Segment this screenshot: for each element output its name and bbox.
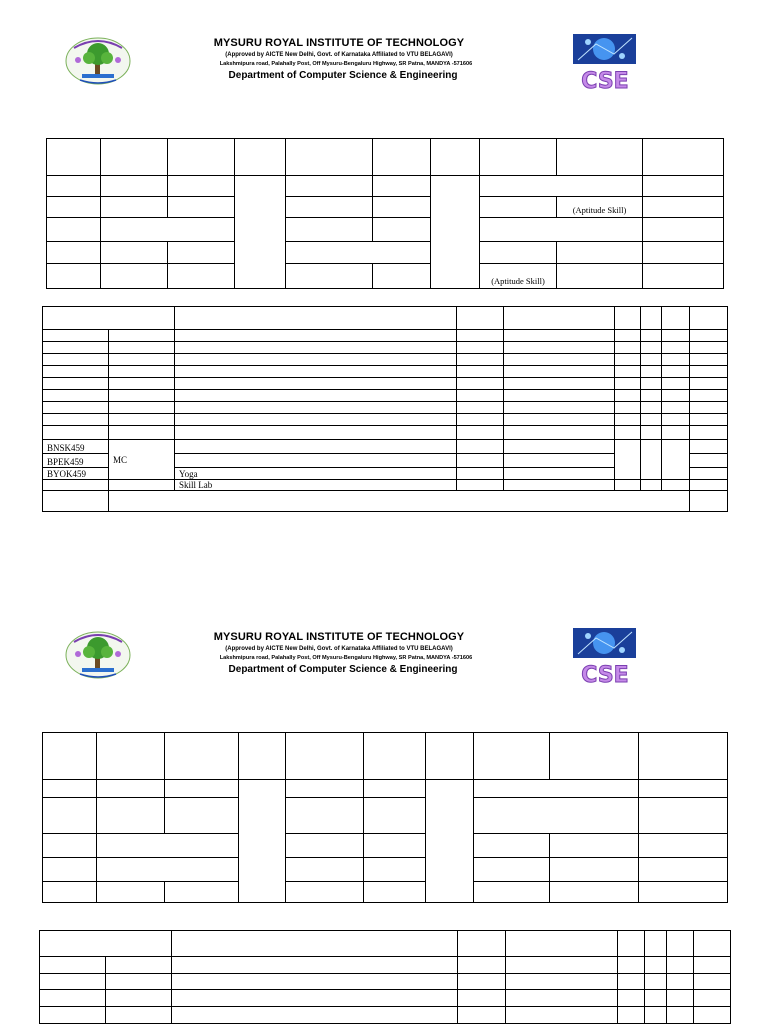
sub-cell	[504, 354, 615, 366]
sub-cell	[43, 390, 109, 402]
sub-cell	[615, 378, 641, 390]
tt-cell	[47, 218, 101, 242]
tt-cell	[474, 780, 639, 798]
sub-cell	[690, 378, 728, 390]
tt-cell	[235, 139, 286, 176]
sub-cell	[109, 480, 175, 491]
sub-cell	[504, 426, 615, 440]
sub-cell	[457, 426, 504, 440]
institute-name: MYSURU ROYAL INSTITUTE OF TECHNOLOGY	[213, 37, 465, 49]
tt-cell	[239, 733, 286, 780]
tt-cell	[47, 176, 101, 197]
tt-cell	[286, 218, 373, 242]
sub-cell	[618, 973, 645, 990]
sub-cell	[43, 354, 109, 366]
sub-cell	[641, 378, 662, 390]
sub-cell	[106, 956, 172, 973]
sub-cell	[40, 990, 106, 1007]
sub-header-cell	[615, 307, 641, 330]
sub-header-cell	[172, 931, 458, 957]
sub-cell	[175, 390, 457, 402]
sub-header-cell	[662, 307, 690, 330]
sub-cell	[690, 354, 728, 366]
sub-cell	[662, 426, 690, 440]
sub-cell	[615, 330, 641, 342]
sub-header-cell	[645, 931, 667, 957]
tt-cell	[373, 264, 431, 289]
tt-cell	[43, 834, 97, 858]
sub-cell	[457, 342, 504, 354]
tt-cell	[286, 834, 364, 858]
sub-cell	[690, 440, 728, 454]
sub-cell	[618, 990, 645, 1007]
sub-cell	[175, 330, 457, 342]
tt-cell	[373, 197, 431, 218]
sub-total-value-cell	[690, 491, 728, 512]
subject-name: Yoga	[175, 468, 457, 480]
sub-cell	[615, 426, 641, 440]
sub-cell	[615, 480, 641, 491]
sub-cell	[641, 330, 662, 342]
tt-cell	[474, 834, 550, 858]
sub-header-cell	[506, 931, 618, 957]
sub-cell	[504, 402, 615, 414]
tt-cell	[97, 798, 165, 834]
tt-cell	[47, 139, 101, 176]
sub-cell	[662, 366, 690, 378]
tt-cell	[165, 780, 239, 798]
sub-cell	[694, 973, 731, 990]
sub-cell	[690, 402, 728, 414]
sub-cell	[458, 956, 506, 973]
sub-cell	[615, 440, 641, 480]
sub-cell	[662, 354, 690, 366]
timetable-grid	[46, 138, 724, 289]
sub-header-cell	[175, 307, 457, 330]
tt-cell	[639, 882, 728, 903]
tt-cell	[286, 858, 364, 882]
tt-cell	[643, 197, 724, 218]
tt-cell	[639, 733, 728, 780]
sub-cell	[506, 956, 618, 973]
institute-approval: (Approved by AICTE New Delhi, Govt. of Karnataka Affiliated to VTU BELAGAVI)	[225, 52, 453, 58]
tt-cell	[639, 798, 728, 834]
cse-department-logo	[570, 626, 640, 686]
institute-approval: (Approved by AICTE New Delhi, Govt. of Karnataka Affiliated to VTU BELAGAVI)	[225, 646, 453, 652]
sub-cell	[109, 330, 175, 342]
sub-cell	[506, 973, 618, 990]
sub-cell	[458, 973, 506, 990]
tt-cell	[474, 882, 550, 903]
sub-cell	[457, 390, 504, 402]
tt-cell	[101, 218, 235, 242]
sub-cell	[457, 414, 504, 426]
sub-cell	[641, 366, 662, 378]
tt-cell	[286, 798, 364, 834]
sub-cell	[641, 390, 662, 402]
sub-cell	[40, 956, 106, 973]
sub-cell	[109, 402, 175, 414]
sub-cell	[690, 414, 728, 426]
letterhead	[0, 30, 768, 100]
sub-header-cell	[694, 931, 731, 957]
sub-header-cell	[458, 931, 506, 957]
sub-cell	[667, 990, 694, 1007]
tt-cell	[165, 882, 239, 903]
sub-cell	[694, 956, 731, 973]
tt-cell	[550, 733, 639, 780]
sub-cell	[641, 342, 662, 354]
institute-address: Lakshmipura road, Palahally Post, Off Mysuru-Bengaluru Highway, SR Patna, MANDYA -571606	[219, 655, 473, 661]
tt-cell	[557, 139, 643, 176]
subject-grid	[39, 930, 731, 1024]
tt-cell	[364, 798, 426, 834]
tt-cell	[480, 218, 643, 242]
tt-aptitude-cell: (Aptitude Skill)	[557, 197, 643, 218]
sub-cell	[662, 440, 690, 480]
tt-cell	[557, 264, 643, 289]
tt-cell	[373, 176, 431, 197]
tt-cell	[101, 197, 168, 218]
sub-header-cell	[457, 307, 504, 330]
tt-cell	[286, 780, 364, 798]
sub-cell	[504, 390, 615, 402]
sub-cell	[667, 973, 694, 990]
tt-cell	[47, 264, 101, 289]
tt-cell	[364, 882, 426, 903]
sub-header-cell	[690, 307, 728, 330]
sub-cell	[43, 342, 109, 354]
sub-cell	[43, 402, 109, 414]
tt-cell	[101, 176, 168, 197]
sub-cell	[109, 342, 175, 354]
sub-cell	[506, 990, 618, 1007]
tt-cell	[43, 733, 97, 780]
letterhead	[0, 624, 768, 694]
sub-cell	[175, 426, 457, 440]
subject-code: BYOK459	[43, 468, 109, 480]
tt-cell	[474, 858, 550, 882]
sub-cell	[690, 426, 728, 440]
institute-address: Lakshmipura road, Palahally Post, Off Mysuru-Bengaluru Highway, SR Patna, MANDYA -571606	[219, 61, 473, 67]
sub-cell	[457, 402, 504, 414]
tt-cell	[643, 176, 724, 197]
sub-cell	[43, 366, 109, 378]
tt-cell	[168, 242, 235, 264]
sub-cell	[662, 390, 690, 402]
tt-cell	[168, 264, 235, 289]
sub-cell	[172, 990, 458, 1007]
sub-cell	[641, 440, 662, 480]
tt-cell	[474, 733, 550, 780]
tt-cell	[168, 139, 235, 176]
sub-cell	[615, 390, 641, 402]
sub-cell	[504, 378, 615, 390]
sub-cell	[615, 414, 641, 426]
sub-cell	[645, 990, 667, 1007]
sub-cell	[109, 378, 175, 390]
sub-cell	[43, 414, 109, 426]
sub-cell	[662, 330, 690, 342]
tt-cell	[431, 139, 480, 176]
sub-cell	[690, 330, 728, 342]
sub-cell	[458, 1007, 506, 1024]
sub-cell	[504, 330, 615, 342]
sub-cell	[457, 330, 504, 342]
institute-name: MYSURU ROYAL INSTITUTE OF TECHNOLOGY	[213, 631, 465, 643]
sub-cell	[504, 414, 615, 426]
sub-cell	[172, 956, 458, 973]
sub-cell	[457, 378, 504, 390]
tt-cell	[97, 834, 239, 858]
sub-cell	[172, 973, 458, 990]
sub-cell	[694, 990, 731, 1007]
sub-cell	[641, 426, 662, 440]
tt-cell	[364, 733, 426, 780]
tt-cell	[480, 197, 557, 218]
sub-cell	[690, 454, 728, 468]
department-name: Department of Computer Science & Engineering	[228, 664, 458, 675]
sub-cell	[690, 342, 728, 354]
sub-cell	[504, 440, 615, 454]
sub-cell	[690, 390, 728, 402]
sub-header-cell	[504, 307, 615, 330]
tt-cell	[168, 197, 235, 218]
sub-cell	[175, 342, 457, 354]
sub-cell	[457, 480, 504, 491]
sub-cell	[645, 1007, 667, 1024]
tt-cell	[43, 858, 97, 882]
sub-cell	[457, 354, 504, 366]
sub-cell	[504, 454, 615, 468]
cse-department-logo	[570, 32, 640, 92]
sub-cell	[504, 342, 615, 354]
tt-cell	[550, 834, 639, 858]
sub-cell	[645, 956, 667, 973]
tt-cell	[286, 882, 364, 903]
tt-aptitude-cell: (Aptitude Skill)	[480, 264, 557, 289]
tt-cell	[97, 733, 165, 780]
sub-cell	[667, 1007, 694, 1024]
sub-cell	[641, 414, 662, 426]
sub-cell	[690, 366, 728, 378]
tt-cell	[286, 197, 373, 218]
sub-cell	[175, 378, 457, 390]
tt-cell	[557, 242, 643, 264]
tt-cell	[426, 733, 474, 780]
sub-cell	[662, 378, 690, 390]
tt-cell	[480, 242, 557, 264]
sub-cell	[618, 1007, 645, 1024]
tt-cell	[373, 218, 431, 242]
sub-cell	[504, 480, 615, 491]
sub-cell	[504, 468, 615, 480]
sub-cell	[109, 390, 175, 402]
tt-lunch-column	[426, 780, 474, 903]
tt-cell	[165, 798, 239, 834]
tt-cell	[286, 264, 373, 289]
sub-cell	[43, 480, 109, 491]
tt-cell	[639, 780, 728, 798]
tt-cell	[286, 139, 373, 176]
tt-cell	[373, 139, 431, 176]
sub-cell	[615, 366, 641, 378]
subject-code: BPEK459	[43, 454, 109, 468]
sub-cell	[106, 973, 172, 990]
sub-cell	[641, 354, 662, 366]
sub-header-cell	[667, 931, 694, 957]
sub-cell	[43, 378, 109, 390]
sub-cell	[40, 973, 106, 990]
tt-cell	[43, 882, 97, 903]
sub-cell	[457, 440, 504, 454]
sub-header-cell	[40, 931, 172, 957]
tt-cell	[474, 798, 639, 834]
tt-cell	[286, 242, 431, 264]
tt-break-column	[239, 780, 286, 903]
tt-cell	[286, 176, 373, 197]
sub-cell	[615, 402, 641, 414]
sub-cell	[641, 402, 662, 414]
tt-cell	[43, 780, 97, 798]
tt-cell	[286, 733, 364, 780]
tt-cell	[101, 242, 168, 264]
tt-cell	[364, 834, 426, 858]
sub-header-cell	[641, 307, 662, 330]
sub-cell	[40, 1007, 106, 1024]
sub-cell	[43, 330, 109, 342]
sub-cell	[662, 480, 690, 491]
sub-header-cell	[618, 931, 645, 957]
sub-cell	[457, 454, 504, 468]
sub-cell	[645, 973, 667, 990]
subject-grid	[42, 306, 728, 512]
tt-cell	[643, 264, 724, 289]
sub-cell	[690, 480, 728, 491]
sub-cell	[175, 354, 457, 366]
sub-cell	[615, 354, 641, 366]
tt-cell	[643, 139, 724, 176]
sub-cell	[641, 480, 662, 491]
department-name: Department of Computer Science & Engineering	[228, 70, 458, 81]
tt-cell	[480, 139, 557, 176]
sub-cell	[175, 414, 457, 426]
tt-lunch-column	[431, 176, 480, 289]
sub-cell	[694, 1007, 731, 1024]
tt-cell	[643, 242, 724, 264]
subject-code: BNSK459	[43, 440, 109, 454]
timetable-grid	[42, 732, 728, 903]
sub-cell	[667, 956, 694, 973]
tt-cell	[101, 264, 168, 289]
sub-cell	[458, 990, 506, 1007]
tt-break-column	[235, 176, 286, 289]
tt-cell	[364, 780, 426, 798]
sub-cell	[172, 1007, 458, 1024]
sub-cell	[106, 1007, 172, 1024]
sub-cell	[690, 468, 728, 480]
sub-header-cell	[43, 307, 175, 330]
sub-cell	[662, 414, 690, 426]
sub-total-cell	[109, 491, 690, 512]
cse-logo-text: CSE	[581, 663, 629, 686]
cse-logo-text: CSE	[581, 69, 629, 92]
tt-cell	[639, 834, 728, 858]
sub-cell	[109, 354, 175, 366]
sub-cell	[457, 468, 504, 480]
tt-cell	[97, 780, 165, 798]
tt-cell	[165, 733, 239, 780]
sub-cell	[109, 414, 175, 426]
tt-cell	[364, 858, 426, 882]
sub-cell	[109, 426, 175, 440]
tt-cell	[97, 858, 239, 882]
sub-cell	[175, 366, 457, 378]
tt-cell	[47, 242, 101, 264]
subject-category: MC	[109, 440, 175, 480]
tt-cell	[47, 197, 101, 218]
tt-cell	[550, 858, 639, 882]
sub-cell	[43, 426, 109, 440]
tt-cell	[43, 798, 97, 834]
sub-cell	[109, 366, 175, 378]
tt-cell	[643, 218, 724, 242]
tt-cell	[639, 858, 728, 882]
subject-name: Skill Lab	[175, 480, 457, 491]
sub-cell	[662, 342, 690, 354]
sub-total-label-cell	[43, 491, 109, 512]
tt-cell	[550, 882, 639, 903]
sub-cell	[618, 956, 645, 973]
sub-cell	[615, 342, 641, 354]
sub-cell	[662, 402, 690, 414]
tt-cell	[168, 176, 235, 197]
tt-cell	[97, 882, 165, 903]
sub-cell	[506, 1007, 618, 1024]
sub-cell	[106, 990, 172, 1007]
sub-cell	[504, 366, 615, 378]
sub-cell	[175, 402, 457, 414]
sub-cell	[175, 454, 457, 468]
sub-cell	[457, 366, 504, 378]
tt-cell	[480, 176, 643, 197]
sub-cell	[175, 440, 457, 454]
tt-cell	[101, 139, 168, 176]
